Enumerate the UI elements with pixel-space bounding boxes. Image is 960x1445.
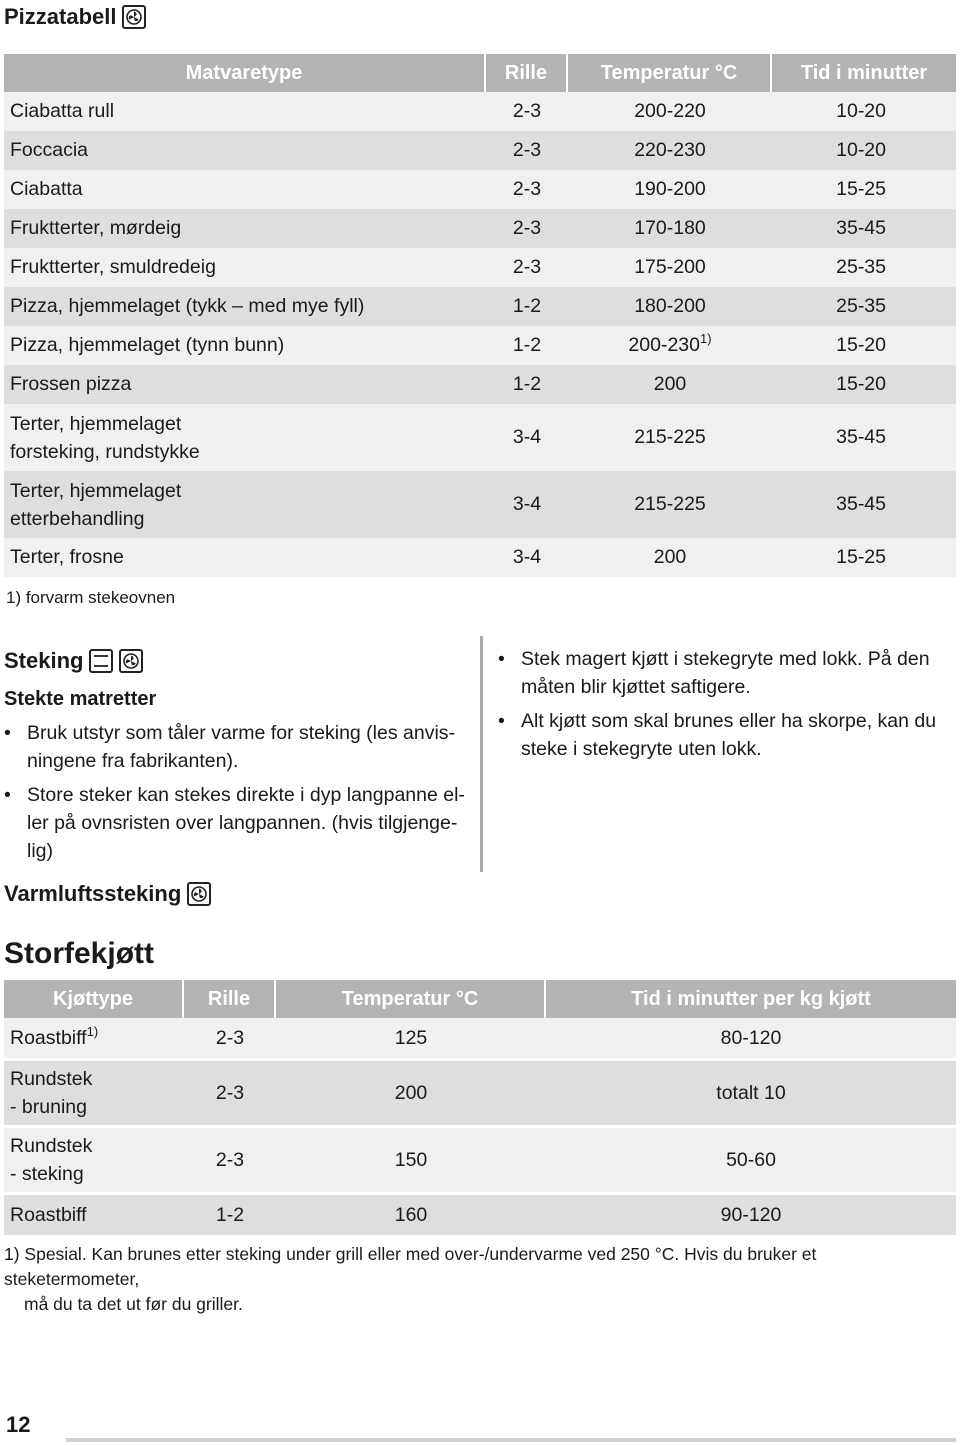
cell-meat [4,1128,184,1195]
cell-time: 25-35 [772,248,956,287]
cell-time: 15-25 [772,538,956,577]
list-line: måten blir kjøttet saftigere. [521,676,751,698]
list-line: lig) [27,840,54,862]
table-row [4,538,956,577]
fan-oven-icon [122,5,146,29]
cell-rack: 1-2 [486,287,568,326]
page-title [4,2,146,32]
cell-rack: 2-3 [184,1018,276,1061]
table-row [4,287,956,326]
cell-rack: 2-3 [486,92,568,131]
col-header-rack: Rille [184,980,276,1018]
cell-time: 35-45 [772,404,956,471]
footnote-marker: 1) [700,331,712,346]
list-line: Alt kjøtt som skal brunes eller ha skorpe, kan du [521,710,937,732]
col-header-meat: Kjøttype [4,980,184,1018]
storfe-heading: Storfekjøtt [4,937,154,970]
cell-rack: 3-4 [486,404,568,471]
list-line: Store steker kan stekes direkte i dyp langpanne el- [27,784,465,806]
cell-temp: 125 [276,1018,546,1061]
list-line: ler på ovnsristen over langpannen. (hvis tilgjenge- [27,812,458,834]
steking-subheading: Stekte matretter [4,687,157,710]
cell-food: Fruktterter, smuldredeig [4,248,486,287]
meat-line: - bruning [10,1096,87,1118]
steking-right-column [498,645,953,769]
col-header-temp: Temperatur °C [276,980,546,1018]
beef-footnote [4,1242,954,1317]
varmluft-heading-text: Varmluftssteking [4,881,182,906]
table-row [4,131,956,170]
cell-food [4,471,486,538]
table-row [4,326,956,365]
cell-time: 10-20 [772,131,956,170]
cell-food: Pizza, hjemmelaget (tykk – med mye fyll) [4,287,486,326]
cell-rack: 2-3 [486,131,568,170]
table-row [4,209,956,248]
cell-temp: 160 [276,1195,546,1238]
steking-heading [4,645,474,677]
fan-oven-icon [119,649,143,673]
food-line: forsteking, rundstykke [10,440,200,463]
cell-time: 90-120 [546,1195,956,1238]
varmluft-heading [4,878,211,910]
cell-food: Ciabatta [4,170,486,209]
table-row [4,1128,956,1195]
list-item [498,707,953,763]
page-title-text: Pizzatabell [4,4,117,29]
table-row [4,1195,956,1238]
meat-line: - steking [10,1163,84,1185]
cell-food: Pizza, hjemmelaget (tynn bunn) [4,326,486,365]
table-row [4,471,956,538]
cell-rack: 1-2 [486,365,568,404]
cell-rack: 3-4 [486,471,568,538]
steking-heading-text: Steking [4,648,84,673]
col-header-rack: Rille [486,54,568,92]
list-item [4,781,474,865]
table-row [4,1018,956,1061]
cell-rack: 1-2 [486,326,568,365]
col-header-time: Tid i minutter [772,54,956,92]
top-bottom-heat-icon [89,649,113,673]
cell-time: 35-45 [772,209,956,248]
list-line: steke i stekegryte uten lokk. [521,738,762,760]
list-line: ningene fra fabrikanten). [27,750,239,772]
cell-food: Ciabatta rull [4,92,486,131]
column-divider [480,636,483,872]
steking-left-list [4,719,474,865]
cell-rack: 3-4 [486,538,568,577]
cell-temp: 200 [276,1061,546,1128]
food-line: Terter, hjemmelaget [10,412,182,435]
cell-food: Fruktterter, mørdeig [4,209,486,248]
cell-food [4,404,486,471]
cell-temp: 150 [276,1128,546,1195]
temp-value: 200-230 [628,334,700,356]
col-header-time: Tid i minutter per kg kjøtt [546,980,956,1018]
cell-temp: 175-200 [568,248,772,287]
table-row [4,1061,956,1128]
cell-temp: 200-220 [568,92,772,131]
table-row [4,404,956,471]
footer-rule [66,1438,956,1442]
cell-temp: 200 [568,365,772,404]
meat-value: Roastbiff [10,1026,87,1049]
cell-rack: 2-3 [486,170,568,209]
footnote-marker: 1) [86,1023,99,1039]
col-header-food: Matvaretype [4,54,486,92]
meat-line: Rundstek [10,1068,93,1090]
col-header-temp: Temperatur °C [568,54,772,92]
meat-line: Rundstek [10,1135,93,1157]
cell-rack: 1-2 [184,1195,276,1238]
steking-section [4,645,474,865]
pizza-table [4,54,956,577]
cell-temp: 215-225 [568,471,772,538]
cell-time: 50-60 [546,1128,956,1195]
cell-time: 15-20 [772,326,956,365]
food-line: Terter, hjemmelaget [10,479,182,502]
table-row [4,170,956,209]
cell-time: 35-45 [772,471,956,538]
cell-food: Frossen pizza [4,365,486,404]
beef-table-header [4,980,956,1018]
cell-rack: 2-3 [486,209,568,248]
list-line: Stek magert kjøtt i stekegryte med lokk. På den [521,648,930,670]
table-row [4,365,956,404]
cell-temp: 170-180 [568,209,772,248]
cell-rack: 2-3 [184,1061,276,1128]
cell-meat [4,1061,184,1128]
page-number: 12 [6,1412,31,1437]
cell-temp: 215-225 [568,404,772,471]
pizza-table-header [4,54,956,92]
cell-food: Foccacia [4,131,486,170]
cell-food: Terter, frosne [4,538,486,577]
cell-rack: 2-3 [486,248,568,287]
table-row [4,92,956,131]
cell-temp: 180-200 [568,287,772,326]
steking-right-list [498,645,953,763]
beef-table [4,980,956,1238]
cell-time: 80-120 [546,1018,956,1061]
cell-time: totalt 10 [546,1061,956,1128]
cell-temp: 220-230 [568,131,772,170]
cell-rack: 2-3 [184,1128,276,1195]
cell-temp: 190-200 [568,170,772,209]
cell-meat [4,1018,184,1061]
footnote-line: må du ta det ut før du griller. [24,1294,243,1314]
list-line: Bruk utstyr som tåler varme for steking (les anvis- [27,722,456,744]
food-line: etterbehandling [10,507,145,530]
cell-temp [568,326,772,365]
cell-time: 10-20 [772,92,956,131]
footnote-line: 1) Spesial. Kan brunes etter steking under grill eller med over-/undervarme ved 250 °C. Hvis du bruker et steketermometer, [4,1244,817,1289]
cell-meat: Roastbiff [4,1195,184,1238]
cell-time: 15-25 [772,170,956,209]
pizza-footnote: 1) forvarm stekeovnen [6,588,176,607]
fan-oven-icon [187,882,211,906]
list-item [498,645,953,701]
cell-time: 15-20 [772,365,956,404]
list-item [4,719,474,775]
table-row [4,248,956,287]
cell-temp: 200 [568,538,772,577]
cell-time: 25-35 [772,287,956,326]
